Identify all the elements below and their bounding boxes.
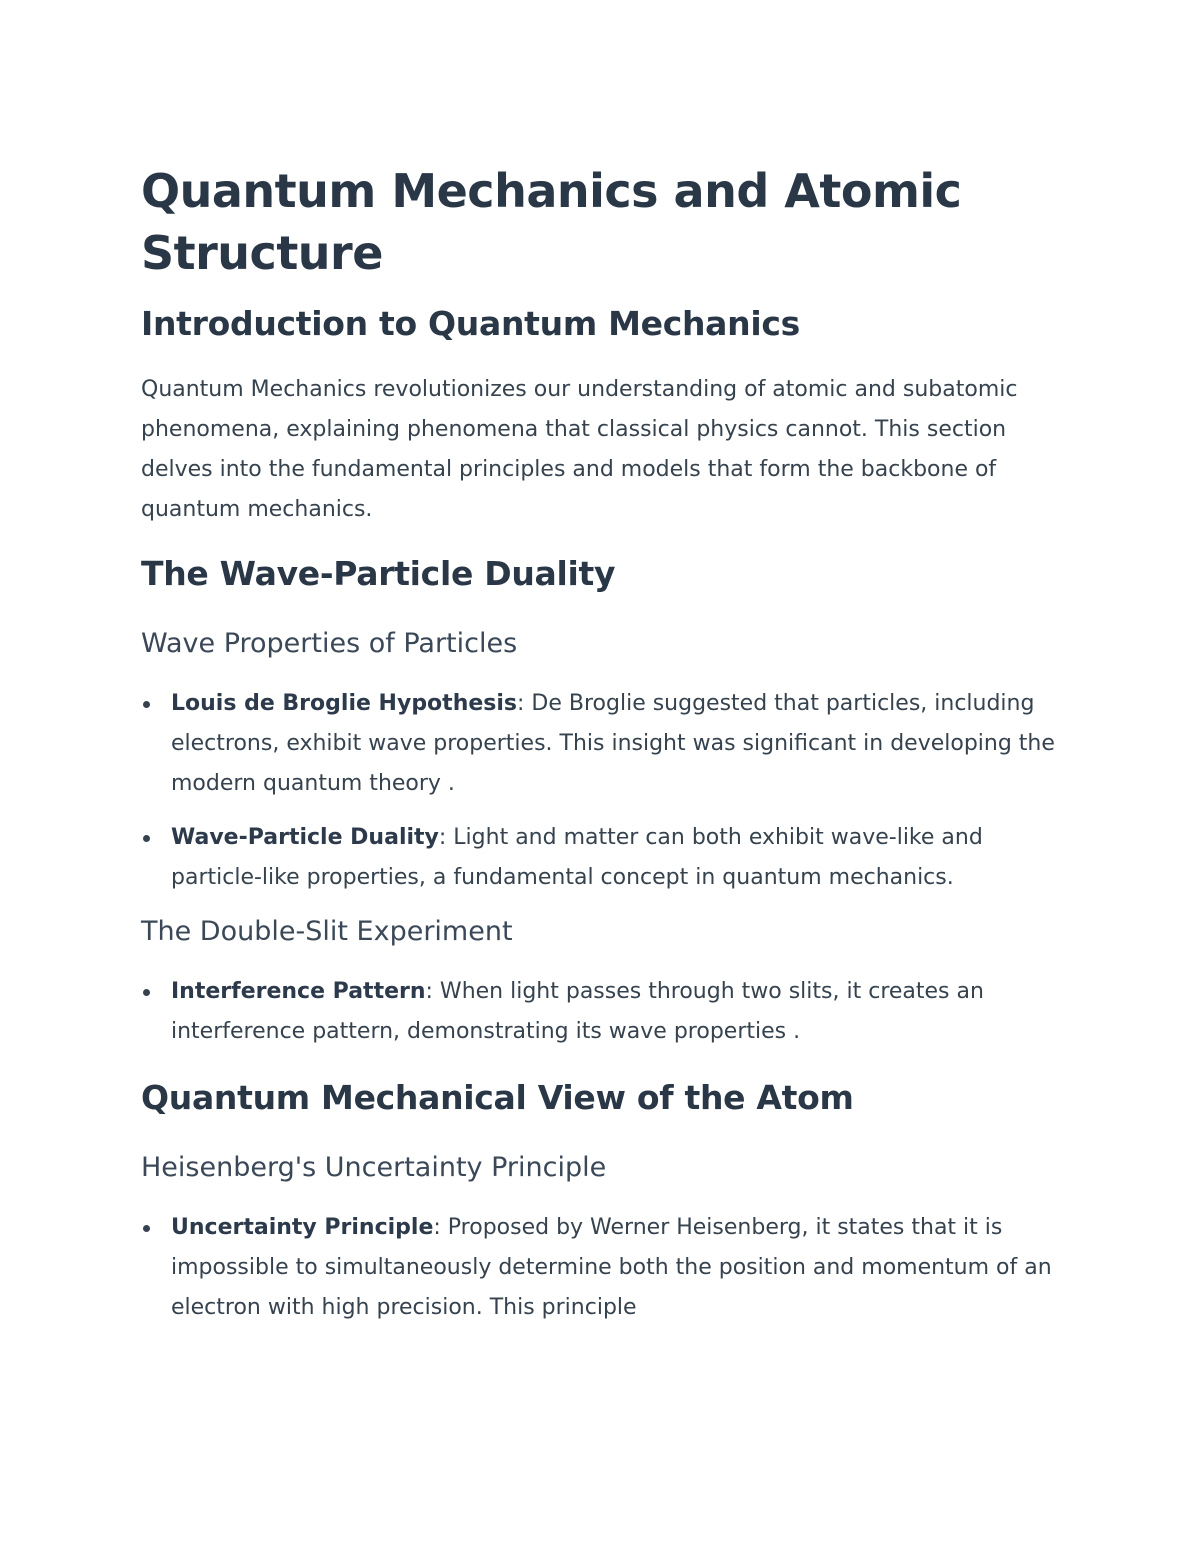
list-item-term: Interference Pattern xyxy=(171,979,426,1004)
wave-properties-list xyxy=(141,684,1071,898)
subheading-heisenberg: Heisenberg's Uncertainty Principle xyxy=(141,1152,607,1183)
list-item xyxy=(141,684,1071,804)
list-item xyxy=(141,972,1071,1052)
bullet-icon xyxy=(143,989,150,996)
subheading-wave-properties: Wave Properties of Particles xyxy=(141,628,518,659)
list-item xyxy=(141,1208,1071,1328)
list-item-text: : Light and matter can both exhibit wave-like and particle-like properties, a fundamental concept in quantum mechanics. xyxy=(171,825,983,890)
list-item-text: : De Broglie suggested that particles, including electrons, exhibit wave properties. This insight was significant in developing the modern quantum theory . xyxy=(171,691,1055,796)
section-heading-wave-particle: The Wave-Particle Duality xyxy=(141,554,616,593)
section-heading-intro: Introduction to Quantum Mechanics xyxy=(141,304,800,343)
list-item-term: Uncertainty Principle xyxy=(171,1215,434,1240)
list-item-text: : When light passes through two slits, it creates an interference pattern, demonstrating its wave properties . xyxy=(171,979,984,1044)
list-item-term: Wave-Particle Duality xyxy=(171,825,439,850)
heisenberg-list xyxy=(141,1208,1071,1328)
section-heading-qm-view: Quantum Mechanical View of the Atom xyxy=(141,1078,854,1117)
bullet-icon xyxy=(143,1225,150,1232)
subheading-double-slit: The Double-Slit Experiment xyxy=(141,916,513,947)
double-slit-list xyxy=(141,972,1071,1052)
bullet-icon xyxy=(143,835,150,842)
list-item xyxy=(141,818,1071,898)
document-page xyxy=(141,160,1071,1328)
bullet-icon xyxy=(143,701,150,708)
document-title: Quantum Mechanics and Atomic Structure xyxy=(141,164,962,280)
intro-paragraph: Quantum Mechanics revolutionizes our understanding of atomic and subatomic phenomena, explaining phenomena that classical physics cannot. This section delves into the fundamental principles and models that form the backbone of quantum mechanics. xyxy=(141,377,1018,522)
list-item-text: : Proposed by Werner Heisenberg, it states that it is impossible to simultaneously determine both the position and momentum of an electron with high precision. This principle xyxy=(171,1215,1052,1320)
list-item-term: Louis de Broglie Hypothesis xyxy=(171,691,518,716)
